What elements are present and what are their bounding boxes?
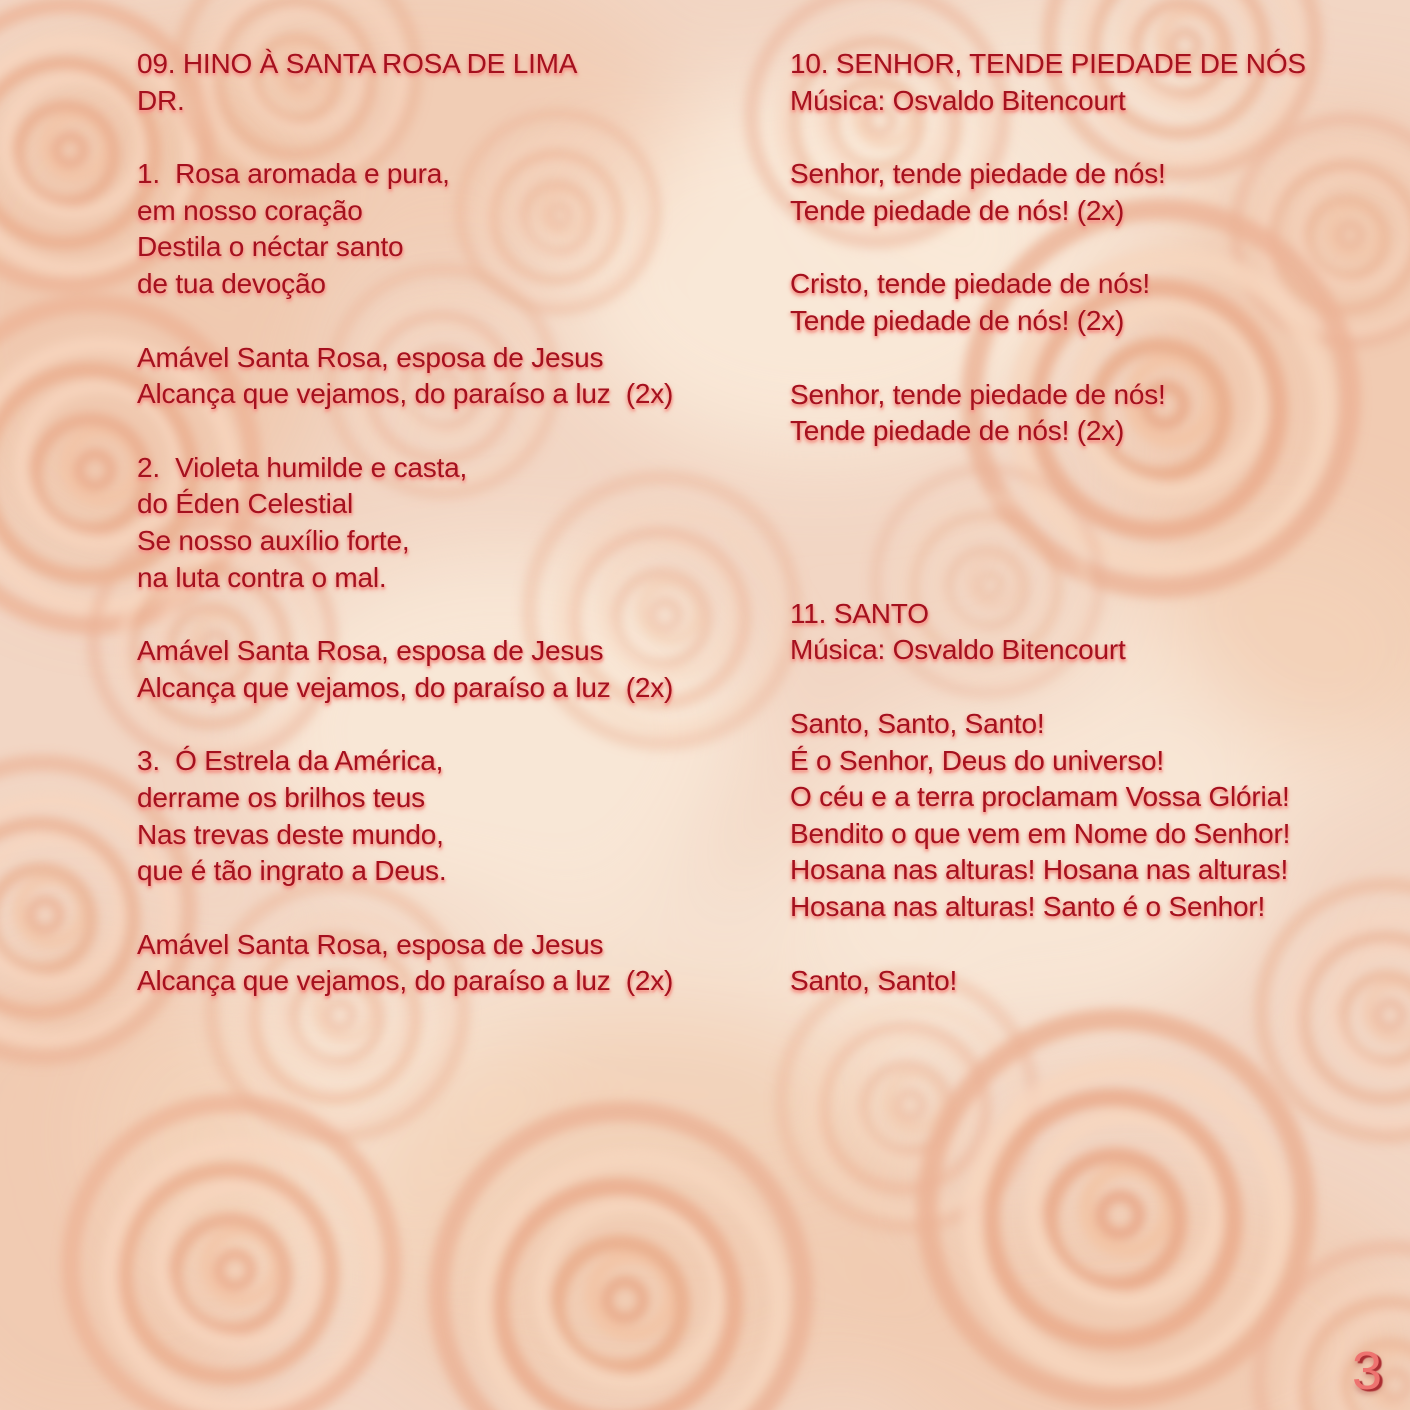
lyric-line: Hosana nas alturas! Hosana nas alturas! [790, 854, 1289, 886]
lyric-line: Tende piedade de nós! (2x) [790, 194, 1125, 226]
lyric-line: Senhor, tende piedade de nós! [790, 378, 1166, 410]
lyric-line: Alcança que vejamos, do paraíso a luz (2x) [137, 378, 674, 410]
lyric-line: na luta contra o mal. [137, 561, 387, 593]
stanza [137, 927, 777, 1000]
song-heading-line: 10. SENHOR, TENDE PIEDADE DE NÓS [790, 48, 1306, 79]
stanza [137, 340, 777, 413]
lyric-line: do Éden Celestial [137, 488, 354, 520]
lyric-line: É o Senhor, Deus do universo! [790, 744, 1164, 776]
right-column [790, 46, 1400, 999]
lyric-line: 1. Rosa aromada e pura, [137, 158, 450, 190]
stanza [790, 156, 1400, 229]
stanza [790, 266, 1400, 339]
lyric-line: Amável Santa Rosa, esposa de Jesus [137, 928, 604, 960]
song-heading-line: 11. SANTO [790, 597, 929, 629]
lyric-line: Nas trevas deste mundo, [137, 818, 444, 850]
song-10 [790, 46, 1400, 450]
lyric-line: em nosso coração [137, 194, 363, 226]
lyric-line: que é tão ingrato a Deus. [137, 855, 447, 887]
lyric-line: Amável Santa Rosa, esposa de Jesus [137, 635, 604, 667]
lyric-line: 3. Ó Estrela da América, [137, 745, 444, 777]
lyric-line: 2. Violeta humilde e casta, [137, 451, 468, 483]
lyric-line: Hosana nas alturas! Santo é o Senhor! [790, 890, 1266, 922]
lyric-line: Cristo, tende piedade de nós! [790, 268, 1151, 300]
lyric-line: Amável Santa Rosa, esposa de Jesus [137, 341, 604, 373]
lyric-line: Tende piedade de nós! (2x) [790, 304, 1125, 336]
song-heading [137, 46, 777, 119]
stanza [790, 377, 1400, 450]
lyric-line: Bendito o que vem em Nome do Senhor! [790, 817, 1291, 849]
stanza [790, 963, 1400, 1000]
lyric-line: de tua devoção [137, 267, 326, 299]
song-heading [790, 46, 1400, 119]
lyric-line: Se nosso auxílio forte, [137, 524, 410, 556]
song-09 [137, 46, 777, 1000]
stanza [137, 743, 777, 889]
song-heading-line: DR. [137, 84, 185, 116]
lyric-line: Senhor, tende piedade de nós! [790, 158, 1166, 190]
left-column [137, 46, 777, 1000]
stanza [137, 450, 777, 596]
song-heading-line: Música: Osvaldo Bitencourt [790, 84, 1126, 116]
lyric-line: Santo, Santo! [790, 964, 958, 996]
song-heading-line: Música: Osvaldo Bitencourt [790, 634, 1126, 666]
lyric-line: O céu e a terra proclamam Vossa Glória! [790, 781, 1290, 813]
song-heading [790, 596, 1400, 669]
lyric-line: derrame os brilhos teus [137, 781, 425, 813]
lyric-line: Destila o néctar santo [137, 231, 404, 263]
lyric-line: Alcança que vejamos, do paraíso a luz (2x) [137, 671, 674, 703]
stanza [790, 706, 1400, 926]
page-number: 3 [1351, 1341, 1382, 1401]
lyric-line: Santo, Santo, Santo! [790, 707, 1045, 739]
lyric-line: Alcança que vejamos, do paraíso a luz (2x) [137, 965, 674, 997]
song-11 [790, 596, 1400, 999]
song-heading-line: 09. HINO À SANTA ROSA DE LIMA [137, 48, 578, 79]
stanza [137, 156, 777, 302]
stanza [137, 633, 777, 706]
lyric-line: Tende piedade de nós! (2x) [790, 415, 1125, 447]
